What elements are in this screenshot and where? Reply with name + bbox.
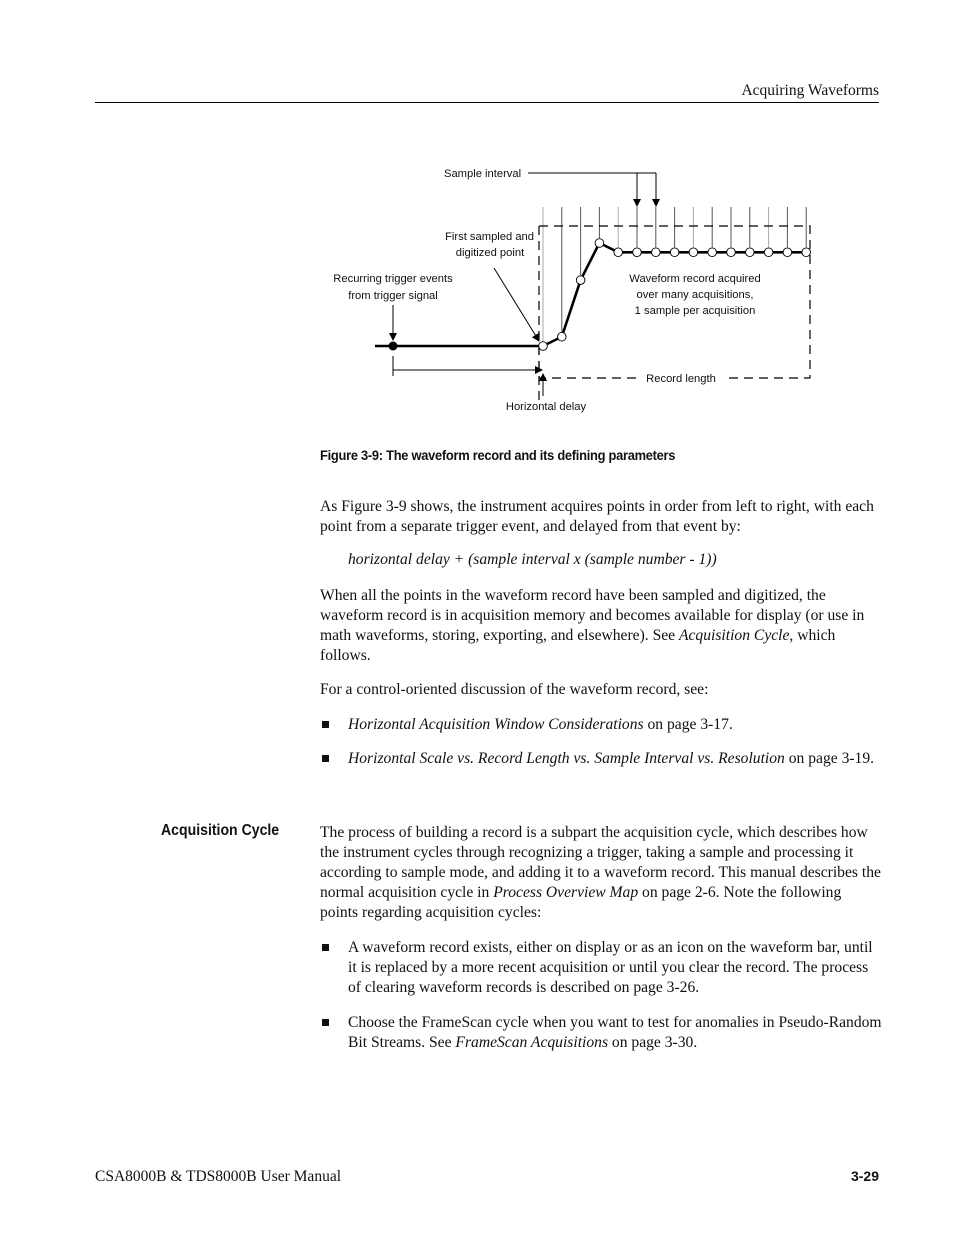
sample-point (783, 248, 792, 257)
label-record-1: Waveform record acquired (629, 273, 761, 285)
reference-item: Horizontal Acquisition Window Considerations on page 3-17. (320, 715, 882, 735)
label-horizontal-delay: Horizontal delay (505, 401, 587, 413)
first-point-pointer (494, 268, 539, 341)
sample-point (689, 248, 698, 257)
label-record-2: over many acquisitions, (636, 289, 754, 301)
footer-page-number: 3-29 (850, 1168, 879, 1184)
figure-caption: Figure 3-9: The waveform record and its defining parameters (320, 447, 676, 463)
link-framescan-acquisitions[interactable]: FrameScan Acquisitions (455, 1034, 609, 1051)
cycle-note-item: Choose the FrameScan cycle when you want to test for anomalies in Pseudo-Random Bit Streams. See FrameScan Acquisitions on page 3-30. (320, 1013, 882, 1053)
sample-point (670, 248, 679, 257)
sample-point (746, 248, 755, 257)
label-trigger-1: Recurring trigger events (333, 273, 453, 285)
link-acquisition-cycle[interactable]: Acquisition Cycle (678, 627, 790, 644)
label-record-length: Record length (646, 373, 716, 385)
label-first-point-2: digitized point (455, 247, 525, 259)
trigger-event-dot (389, 342, 398, 351)
bullet-icon (322, 721, 329, 728)
link-process-overview-map[interactable]: Process Overview Map (493, 884, 639, 901)
paragraph-see-also: For a control-oriented discussion of the waveform record, see: (320, 681, 709, 698)
reference-item: Horizontal Scale vs. Record Length vs. Sample Interval vs. Resolution on page 3-19. (320, 749, 882, 769)
label-sample-interval: Sample interval (444, 168, 522, 180)
sample-point (614, 248, 623, 257)
section-heading-acquisition-cycle: Acquisition Cycle (161, 822, 280, 839)
running-header-title: Acquiring Waveforms (741, 82, 879, 99)
waveform-record-diagram (0, 0, 954, 430)
sample-point (633, 248, 642, 257)
cycle-note-item: A waveform record exists, either on display or as an icon on the waveform bar, until it is replaced by a more recent acquisition or until you clear the record. The process of clearing waveform records is described on page 3-26. (320, 938, 882, 998)
bullet-icon (322, 944, 329, 951)
sample-point (652, 248, 661, 257)
label-first-point-1: First sampled and (445, 231, 534, 243)
paragraph-intro: As Figure 3-9 shows, the instrument acquires points in order from left to right, with each point from a separate trigger event, and delayed from that event by: (320, 498, 874, 535)
sample-point (539, 342, 548, 351)
sample-point (576, 276, 585, 285)
sample-point (558, 332, 567, 341)
sample-point (708, 248, 717, 257)
sample-point (595, 239, 604, 248)
label-record-3: 1 sample per acquisition (634, 305, 756, 317)
sample-point (802, 248, 811, 257)
footer-manual-title: CSA8000B & TDS8000B User Manual (95, 1168, 342, 1185)
sample-point (727, 248, 736, 257)
paragraph-acquisition-cycle: The process of building a record is a subpart the acquisition cycle, which describes how the instrument cycles through recognizing a trigger, taking a sample and processing it according to sample mode, and adding it to a waveform record. This manual describes the normal acquisition cycle in Process Overview Map on page 2-6. Note the following points regarding acquisition cycles: (320, 824, 881, 921)
bullet-icon (322, 1019, 329, 1026)
label-trigger-2: from trigger signal (348, 290, 438, 302)
sample-point (764, 248, 773, 257)
delay-formula: horizontal delay + (sample interval x (sample number - 1)) (348, 551, 717, 568)
link-reference[interactable]: Horizontal Acquisition Window Considerations (348, 716, 644, 733)
bullet-icon (322, 755, 329, 762)
link-reference[interactable]: Horizontal Scale vs. Record Length vs. Sample Interval vs. Resolution (348, 750, 785, 767)
paragraph-record-complete: When all the points in the waveform record have been sampled and digitized, the waveform record is in acquisition memory and becomes available for display (or use in math waveforms, storing, exporting, and elsewhere). See Acquisition Cycle, which follows. (320, 587, 865, 664)
